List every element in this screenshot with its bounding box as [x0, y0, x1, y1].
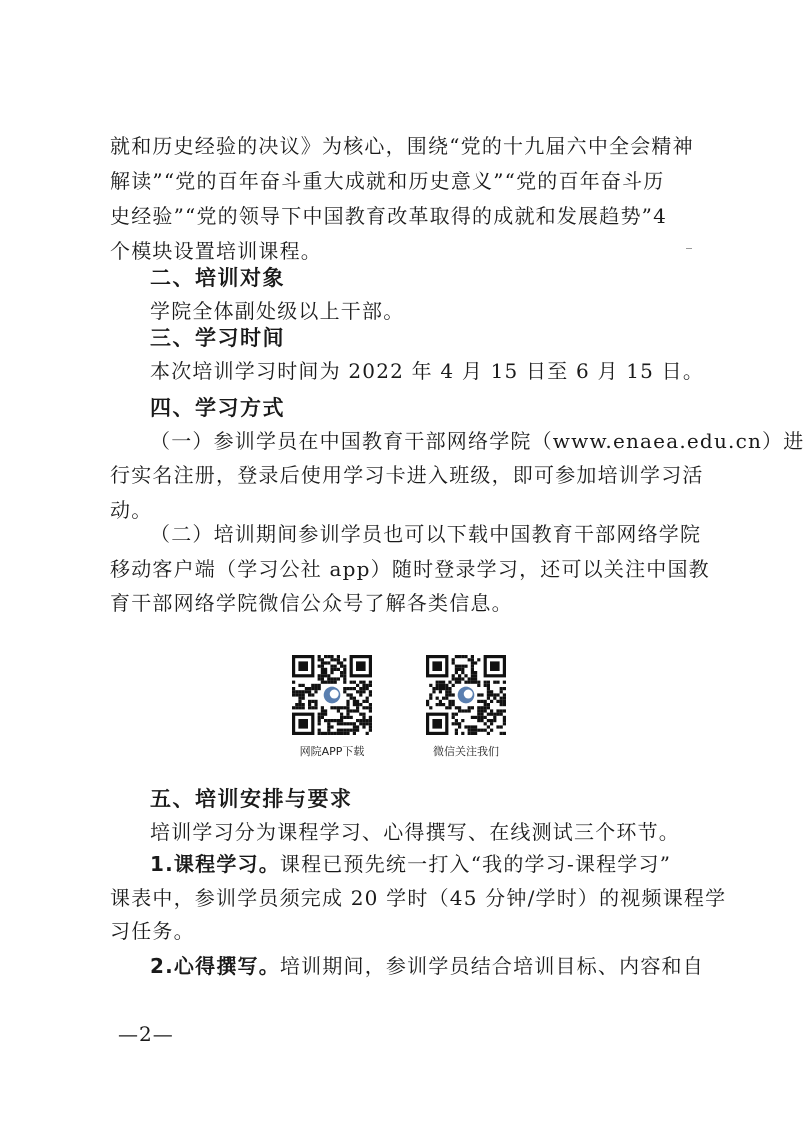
item-title-reflection: 2.心得撰写。: [150, 954, 280, 978]
section-heading-training-target: 二、培训对象: [150, 266, 285, 290]
paragraph-line: 习任务。: [110, 919, 195, 943]
qr-caption: 网院APP下载: [299, 745, 365, 758]
paragraph-line: （二）培训期间参训学员也可以下载中国教育干部网络学院: [150, 522, 702, 546]
page-number: —2—: [118, 1022, 174, 1046]
paragraph-line: 移动客户端（学习公社 app）随时登录学习，还可以关注中国教: [110, 557, 710, 581]
paragraph-line: 史经验”“党的领导下中国教育改革取得的成就和发展趋势”4: [110, 204, 667, 228]
qr-code-icon: [292, 655, 372, 735]
section-intro: 培训学习分为课程学习、心得撰写、在线测试三个环节。: [150, 820, 680, 844]
item-title-course-study: 1.课程学习。: [150, 852, 280, 876]
section-heading-study-time: 三、学习时间: [150, 326, 285, 350]
paragraph-line: 解读”“党的百年奋斗重大成就和历史意义”“党的百年奋斗历: [110, 169, 665, 193]
section-body: 学院全体副处级以上干部。: [150, 299, 405, 323]
item-text: 课程已预先统一打入“我的学习-课程学习”: [279, 852, 672, 876]
qr-app-download: [282, 655, 382, 759]
section-heading-study-method: 四、学习方式: [150, 396, 285, 420]
paragraph-line: 行实名注册，登录后使用学习卡进入班级，即可参加培训学习活: [110, 463, 704, 487]
qr-code-icon: [426, 655, 506, 735]
paragraph-line: 就和历史经验的决议》为核心，围绕“党的十九届六中全会精神: [110, 134, 694, 158]
paragraph-line: 育干部网络学院微信公众号了解各类信息。: [110, 591, 513, 615]
paragraph-line: 课表中，参训学员须完成 20 学时（45 分钟/学时）的视频课程学: [110, 886, 727, 910]
paragraph-line: [150, 851, 693, 877]
paragraph-line: 个模块设置培训课程。: [110, 239, 322, 263]
item-text: 培训期间，参训学员结合培训目标、内容和自: [279, 954, 704, 978]
paragraph-line: （一）参训学员在中国教育干部网络学院（www.enaea.edu.cn）进: [150, 429, 804, 453]
qr-wechat-follow: [416, 655, 516, 759]
section-body: 本次培训学习时间为 2022 年 4 月 15 日至 6 月 15 日。: [150, 359, 705, 383]
paragraph-line: [150, 953, 704, 979]
scan-speck: [686, 248, 692, 249]
section-heading-arrangement: 五、培训安排与要求: [150, 787, 353, 811]
paragraph-line: 动。: [110, 498, 153, 522]
qr-caption: 微信关注我们: [433, 745, 499, 758]
